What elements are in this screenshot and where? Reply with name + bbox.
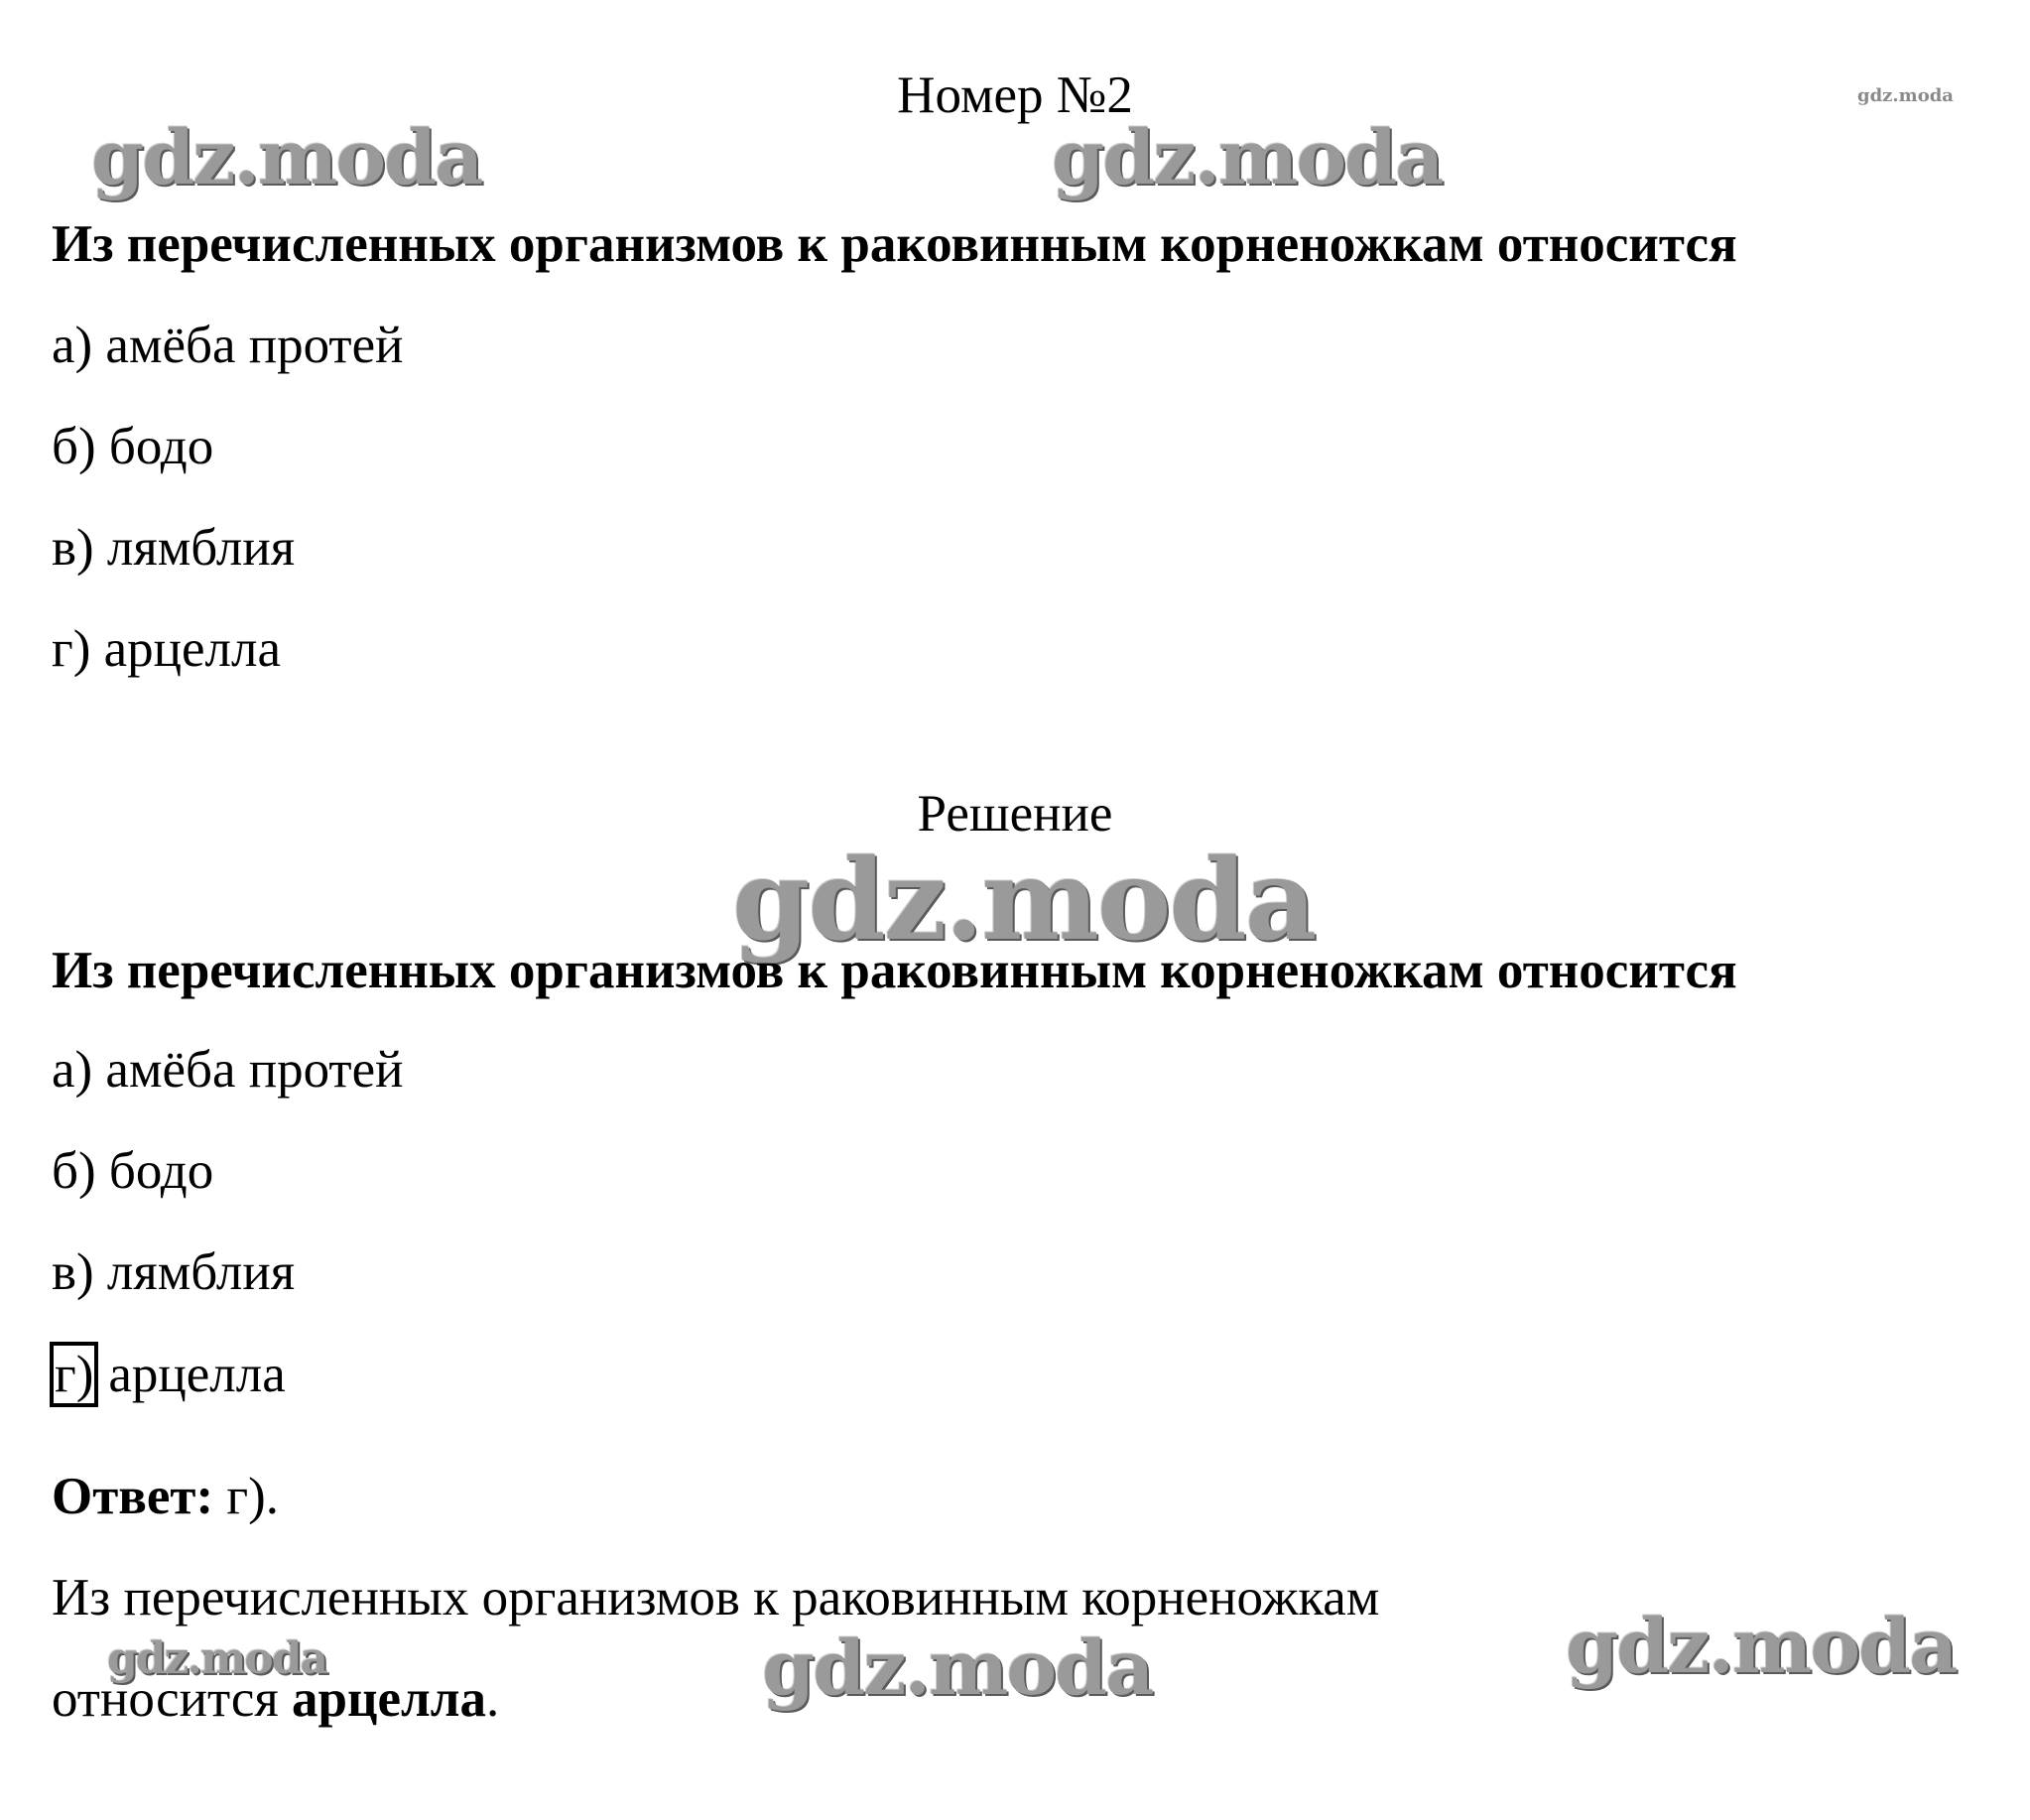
solution-option-b: б) бодо [52,1142,214,1200]
solution-option-c: в) лямблия [52,1243,296,1301]
solution-option-d-text: арцелла [108,1346,286,1403]
solution-option-d [52,1342,286,1407]
task-option-b: б) бодо [52,418,214,475]
watermark-center: gdz.moda [732,836,1316,966]
explanation-line-2 [52,1667,499,1731]
watermark-tiny: gdz.moda [1857,85,1954,106]
explanation-prefix: относится [52,1670,292,1728]
explanation-answer-word: арцелла [292,1670,487,1728]
explanation-line-1: Из перечисленных организмов к раковинным корненожкам [52,1569,1380,1626]
watermark-bottom-right: gdz.moda [1566,1602,1957,1690]
task-option-c: в) лямблия [52,519,296,577]
explanation-suffix: . [486,1670,500,1728]
page-title: Номер №2 [897,66,1133,124]
answer-marker-box: г) [50,1342,98,1407]
solution-question: Из перечисленных организмов к раковинным корненожкам относится [52,942,1737,999]
task-option-a: а) амёба протей [52,317,404,374]
answer-value: г). [213,1468,279,1525]
solution-heading: Решение [917,785,1113,843]
watermark-top-left: gdz.moda [91,113,482,201]
task-option-d: г) арцелла [52,620,281,678]
answer-label: Ответ: [52,1468,214,1525]
watermark-bottom-center: gdz.moda [762,1624,1153,1712]
watermark-top-center: gdz.moda [1052,113,1443,201]
task-question: Из перечисленных организмов к раковинным корненожкам относится [52,215,1737,273]
answer-line [52,1465,279,1528]
watermark-bottom-left: gdz.moda [107,1633,327,1684]
solution-option-a: а) амёба протей [52,1041,404,1099]
